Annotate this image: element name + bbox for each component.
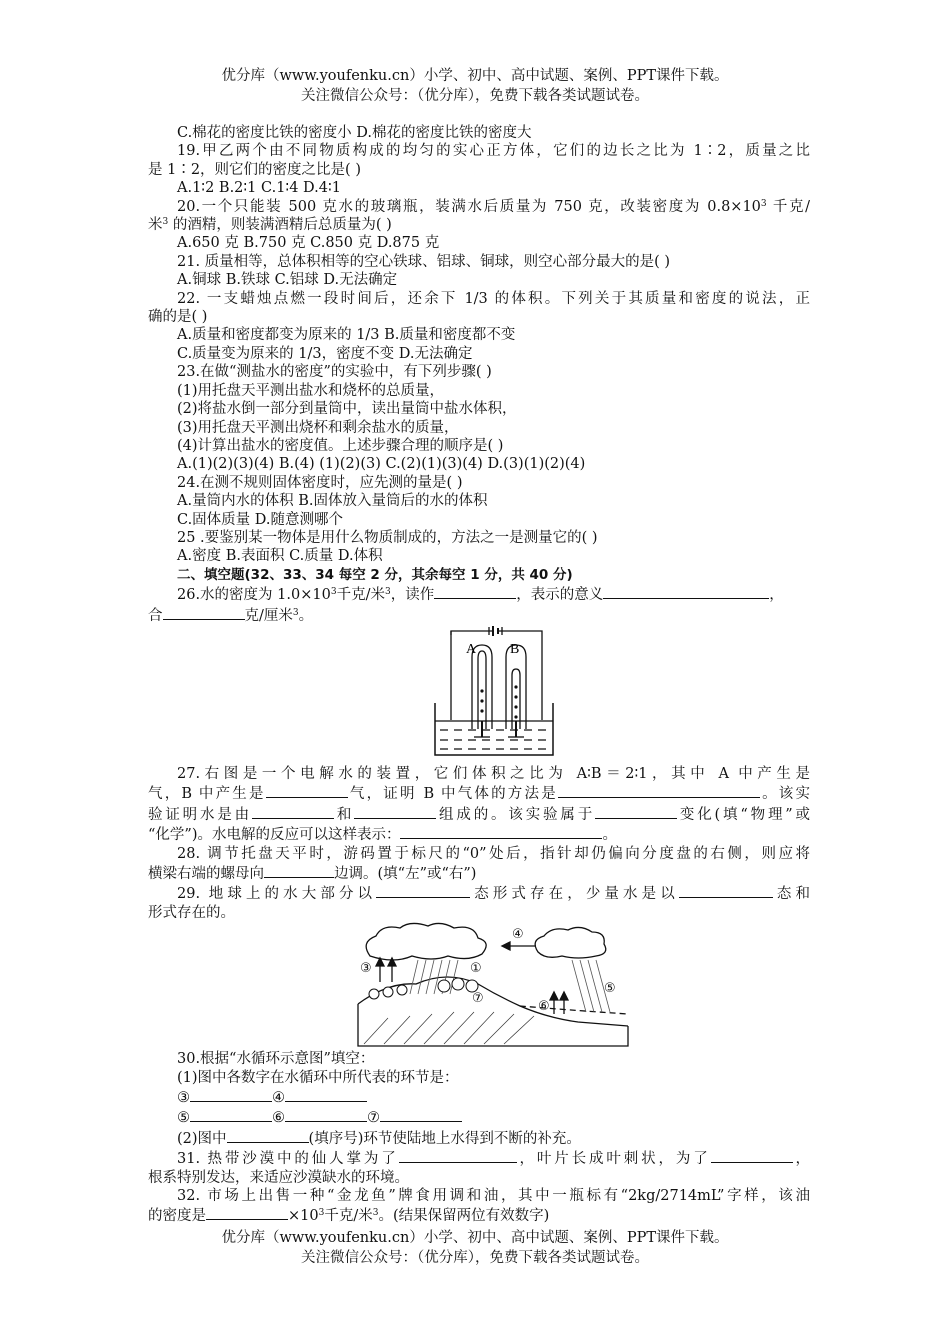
fig2-label-5: ⑤ <box>604 981 616 997</box>
q31-line-1: 31. 热带沙漠中的仙人掌为了 ，叶片长成叶刺状，为了 ， <box>148 1148 810 1168</box>
q29-line-2: 形式存在的。 <box>148 904 235 921</box>
q32-line-2: 的密度是 $\times 10^3$千克/米$^3$。(结果保留两位有效数字) <box>148 1205 810 1225</box>
q27-blank-b-gas[interactable] <box>266 783 348 798</box>
q23-stem: 23.在做“测盐水的密度”的实验中，有下列步骤( ) <box>177 364 492 381</box>
header-line-2: 关注微信公众号：（优分库），免费下载各类试题试卷。 <box>301 88 649 104</box>
q18-options: C.棉花的密度比铁的密度小 D.棉花的密度比铁的密度大 <box>177 125 532 141</box>
q30-row-2: ⑤ ⑥ ⑦ <box>148 1107 810 1127</box>
q30-blank-6[interactable] <box>285 1107 367 1122</box>
q19-stem-1: 19.甲乙两个由不同物质构成的均匀的实心正方体，它们的边长之比为 1∶2，质量之比 <box>177 143 810 160</box>
q30-blank-7[interactable] <box>380 1107 462 1122</box>
q28-line-2: 横梁右端的螺母向 边调。(填“左”或“右”) <box>148 863 810 883</box>
q27-line-1: 27.右图是一个电解水的装置，它们体积之比为 A∶B＝2∶1，其中 A 中产生是 <box>177 765 810 782</box>
q29-blank-state-1[interactable] <box>376 883 470 898</box>
q20-stem-2: 米$^3$ 的酒精，则装满酒精后总质量为( ) <box>148 217 392 234</box>
q22-stem-1: 22. 一支蜡烛点燃一段时间后，还余下 1/3 的体积。下列关于其质量和密度的说法，正 <box>177 290 810 307</box>
q31-blank-1[interactable] <box>399 1148 517 1163</box>
q30-stem: 30.根据“水循环示意图”填空： <box>177 1051 375 1068</box>
water-cycle-figure <box>148 922 810 1050</box>
q30-sub-1: (1)图中各数字在水循环中所代表的环节是： <box>177 1069 459 1086</box>
footer-line-1: 优分库（www.youfenku.cn）小学、初中、高中试题、案例、PPT课件下载。 <box>221 1230 729 1246</box>
q21-stem: 21. 质量相等，总体积相等的空心铁球、铝球、铜球，则空心部分最大的是( ) <box>177 253 671 270</box>
q23-step-3: (3)用托盘天平测出烧杯和剩余盐水的质量， <box>177 419 459 436</box>
q24-options-ab: A.量筒内水的体积 B.固体放入量筒后的水的体积 <box>177 493 488 510</box>
q27-line-4: “化学”)。水电解的反应可以这样表示： 。 <box>148 824 810 844</box>
q31-blank-2[interactable] <box>711 1148 793 1163</box>
q27-blank-element-2[interactable] <box>354 804 436 819</box>
q23-step-4: (4)计算出盐水的密度值。上述步骤合理的顺序是( ) <box>177 437 504 454</box>
q19-options: A.1∶2 B.2∶1 C.1∶4 D.4∶1 <box>177 180 341 197</box>
q29-blank-state-2[interactable] <box>679 883 773 898</box>
q23-step-1: (1)用托盘天平测出盐水和烧杯的总质量， <box>177 382 445 399</box>
q25-options: A.密度 B.表面积 C.质量 D.体积 <box>177 548 383 565</box>
q26-line-2: 合 克/厘米$^3$。 <box>148 605 810 625</box>
q23-step-2: (2)将盐水倒一部分到量筒中，读出量筒中盐水体积， <box>177 401 517 418</box>
q30-blank-4[interactable] <box>285 1087 367 1102</box>
q30-blank-3[interactable] <box>190 1087 272 1102</box>
q20-options: A.650 克 B.750 克 C.850 克 D.875 克 <box>177 235 440 252</box>
page-footer <box>0 1228 950 1268</box>
q31-line-2: 根系特别发达，来适应沙漠缺水的环境。 <box>148 1169 409 1186</box>
q32-line-1: 32. 市场上出售一种“金龙鱼”牌食用调和油，其中一瓶标有“2kg/2714mL”字样，该油 <box>177 1188 810 1205</box>
q21-options: A.铜球 B.铁球 C.铝球 D.无法确定 <box>177 272 398 289</box>
q30-sub-2: (2)图中 (填序号)环节使陆地上水得到不断的补充。 <box>148 1128 810 1148</box>
q30-row-1: ③ ④ <box>148 1087 810 1107</box>
q26-line-1: 26.水的密度为 $1.0\times 10^3$千克/米$^3$，读作 ，表示的意义 ， <box>148 584 810 604</box>
header-line-1: 优分库（www.youfenku.cn）小学、初中、高中试题、案例、PPT课件下载。 <box>221 68 729 84</box>
tube-a-label: A <box>466 641 477 657</box>
q27-blank-equation[interactable] <box>400 824 602 839</box>
q26-blank-convert[interactable] <box>163 605 245 620</box>
fig2-label-3: ③ <box>360 961 372 977</box>
q27-line-2: 气，B 中产生是 气，证明 B 中气体的方法是 。该实 <box>148 783 810 803</box>
q27-line-3: 验证明水是由 和 组成的。该实验属于 变化(填“物理”或 <box>148 804 810 824</box>
q22-options-cd: C.质量变为原来的 1/3，密度不变 D.无法确定 <box>177 345 473 362</box>
fig2-label-4: ④ <box>512 927 524 943</box>
page-header <box>0 66 950 106</box>
q26-blank-reading[interactable] <box>434 584 516 599</box>
fig2-label-6: ⑥ <box>538 999 550 1015</box>
q25-stem: 25 .要鉴别某一物体是用什么物质制成的，方法之一是测量它的( ) <box>177 529 598 546</box>
exam-content <box>148 124 810 1226</box>
q24-options-cd: C.固体质量 D.随意测哪个 <box>177 511 344 528</box>
q20-stem-1: 20.一个只能装 500 克水的玻璃瓶，装满水后质量为 750 克，改装密度为 $0.8\times 10^3$ 千克/ <box>177 198 810 215</box>
q29-line-1: 29. 地球上的水大部分以 态形式存在，少量水是以 态和 <box>148 883 810 903</box>
electrolysis-figure <box>148 625 810 765</box>
q28-blank-direction[interactable] <box>264 863 334 878</box>
q22-options-ab: A.质量和密度都变为原来的 1/3 B.质量和密度都不变 <box>177 327 516 344</box>
tube-b-label: B <box>510 641 520 657</box>
q24-stem: 24.在测不规则固体密度时，应先测的量是( ) <box>177 474 463 491</box>
fig2-label-7: ⑦ <box>472 991 484 1007</box>
q26-blank-meaning[interactable] <box>603 584 769 599</box>
q23-options: A.(1)(2)(3)(4) B.(4) (1)(2)(3) C.(2)(1)(3)(4) D.(3)(1)(2)(4) <box>177 456 586 473</box>
q19-stem-2: 是 1∶2，则它们的密度之比是( ) <box>148 161 361 178</box>
q32-blank-density[interactable] <box>206 1205 288 1220</box>
q27-blank-change[interactable] <box>595 804 677 819</box>
section-2-title: 二、填空题(32、33、34 每空 2 分，其余每空 1 分，共 40 分) <box>177 566 573 583</box>
q27-blank-method[interactable] <box>558 783 760 798</box>
footer-line-2: 关注微信公众号：（优分库），免费下载各类试题试卷。 <box>301 1250 649 1266</box>
fig2-label-1: ① <box>470 961 482 977</box>
q30-blank-5[interactable] <box>190 1107 272 1122</box>
q28-line-1: 28. 调节托盘天平时，游码置于标尺的“0”处后，指针却仍偏向分度盘的右侧，则应将 <box>177 845 810 862</box>
q22-stem-2: 确的是( ) <box>148 309 208 326</box>
q30-blank-supply[interactable] <box>227 1128 309 1143</box>
q27-blank-element-1[interactable] <box>252 804 334 819</box>
